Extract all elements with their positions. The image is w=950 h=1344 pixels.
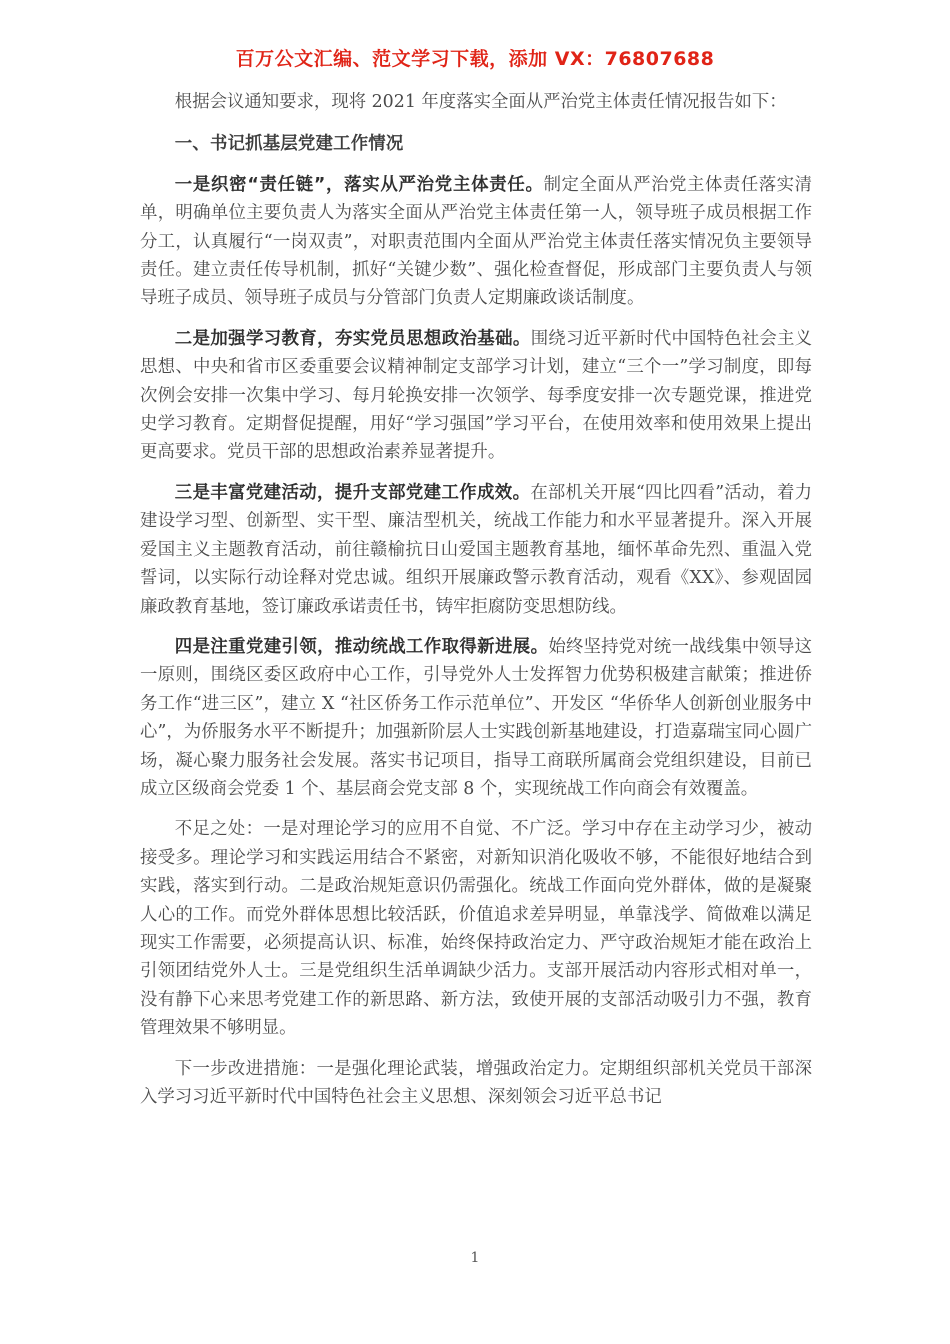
body-item-4: 始终坚持党对统一战线集中领导这一原则，围绕区委区政府中心工作，引导党外人士发挥智力优势积极建言献策；推进侨务工作“进三区”，建立 X “社区侨务工作示范单位”、开发区 “华侨华人创新创业服务中心”，为侨服务水平不断提升；加强新阶层人士实践创新基地建设，打造嘉瑞宝同心圆广场，凝心聚力服务社会发展。落实书记项目，指导工商联所属商会党组织建设，目前已成立区级商会党委 1 个、基层商会党支部 8 个，实现统战工作向商会有效覆盖。 [140,636,812,799]
promo-banner-text: 百万公文汇编、范文学习下载，添加 VX：76807688 [235,48,715,70]
lead-in-item-4: 四是注重党建引领，推动统战工作取得新进展。 [174,636,549,657]
paragraph-item-3 [140,479,812,621]
paragraph-next-steps: 下一步改进措施：一是强化理论武装，增强政治定力。定期组织部机关党员干部深入学习习近平新时代中国特色社会主义思想、深刻领会习近平总书记 [140,1058,812,1107]
paragraph-item-1 [140,171,812,313]
paragraph-shortcomings: 不足之处：一是对理论学习的应用不自觉、不广泛。学习中存在主动学习少，被动接受多。理论学习和实践运用结合不紧密，对新知识消化吸收不够，不能很好地结合到实践，落实到行动。二是政治规矩意识仍需强化。统战工作面向党外群体，做的是凝聚人心的工作。而党外群体思想比较活跃，价值追求差异明显，单靠浅学、简做难以满足现实工作需要，必须提高认识、标准，始终保持政治定力、严守政治规矩才能在政治上引领团结党外人士。三是党组织生活单调缺少活力。支部开展活动内容形式相对单一，没有静下心来思考党建工作的新思路、新方法，致使开展的支部活动吸引力不强，教育管理效果不够明显。 [140,819,812,1039]
lead-in-item-2: 二是加强学习教育，夯实党员思想政治基础。 [174,328,531,349]
paragraph-item-4 [140,633,812,803]
document-body [140,88,812,1111]
body-item-2: 围绕习近平新时代中国特色社会主义思想、中央和省市区委重要会议精神制定支部学习计划，建立“三个一”学习制度，即每次例会安排一次集中学习、每月轮换安排一次领学、每季度安排一次专题党课，推进党史学习教育。定期督促提醒，用好“学习强国”学习平台，在使用效率和使用效果上提出更高要求。党员干部的思想政治素养显著提升。 [140,328,812,463]
body-item-3: 在部机关开展“四比四看”活动，着力建设学习型、创新型、实干型、廉洁型机关，统战工作能力和水平显著提升。深入开展爱国主义主题教育活动，前往赣榆抗日山爱国主题教育基地，缅怀革命先烈、重温入党誓词，以实际行动诠释对党忠诚。组织开展廉政警示教育活动，观看《XX》、参观固园廉政教育基地，签订廉政承诺责任书，铸牢拒腐防变思想防线。 [140,482,812,617]
body-item-1: 制定全面从严治党主体责任落实清单，明确单位主要负责人为落实全面从严治党主体责任第一人，领导班子成员根据工作分工，认真履行“一岗双责”，对职责范围内全面从严治党主体责任落实情况负主要领导责任。建立责任传导机制，抓好“关键少数”、强化检查督促，形成部门主要负责人与领导班子成员、领导班子成员与分管部门负责人定期廉政谈话制度。 [140,174,812,309]
lead-in-item-1: 一是织密“责任链”，落实从严治党主体责任。 [174,174,544,195]
lead-in-item-3: 三是丰富党建活动，提升支部党建工作成效。 [174,482,531,503]
paragraph-item-2 [140,325,812,467]
paragraph-intro: 根据会议通知要求，现将 2021 年度落实全面从严治党主体责任情况报告如下： [174,92,787,112]
section-heading-1: 一、书记抓基层党建工作情况 [174,134,404,155]
page-number: 1 [470,1250,480,1266]
